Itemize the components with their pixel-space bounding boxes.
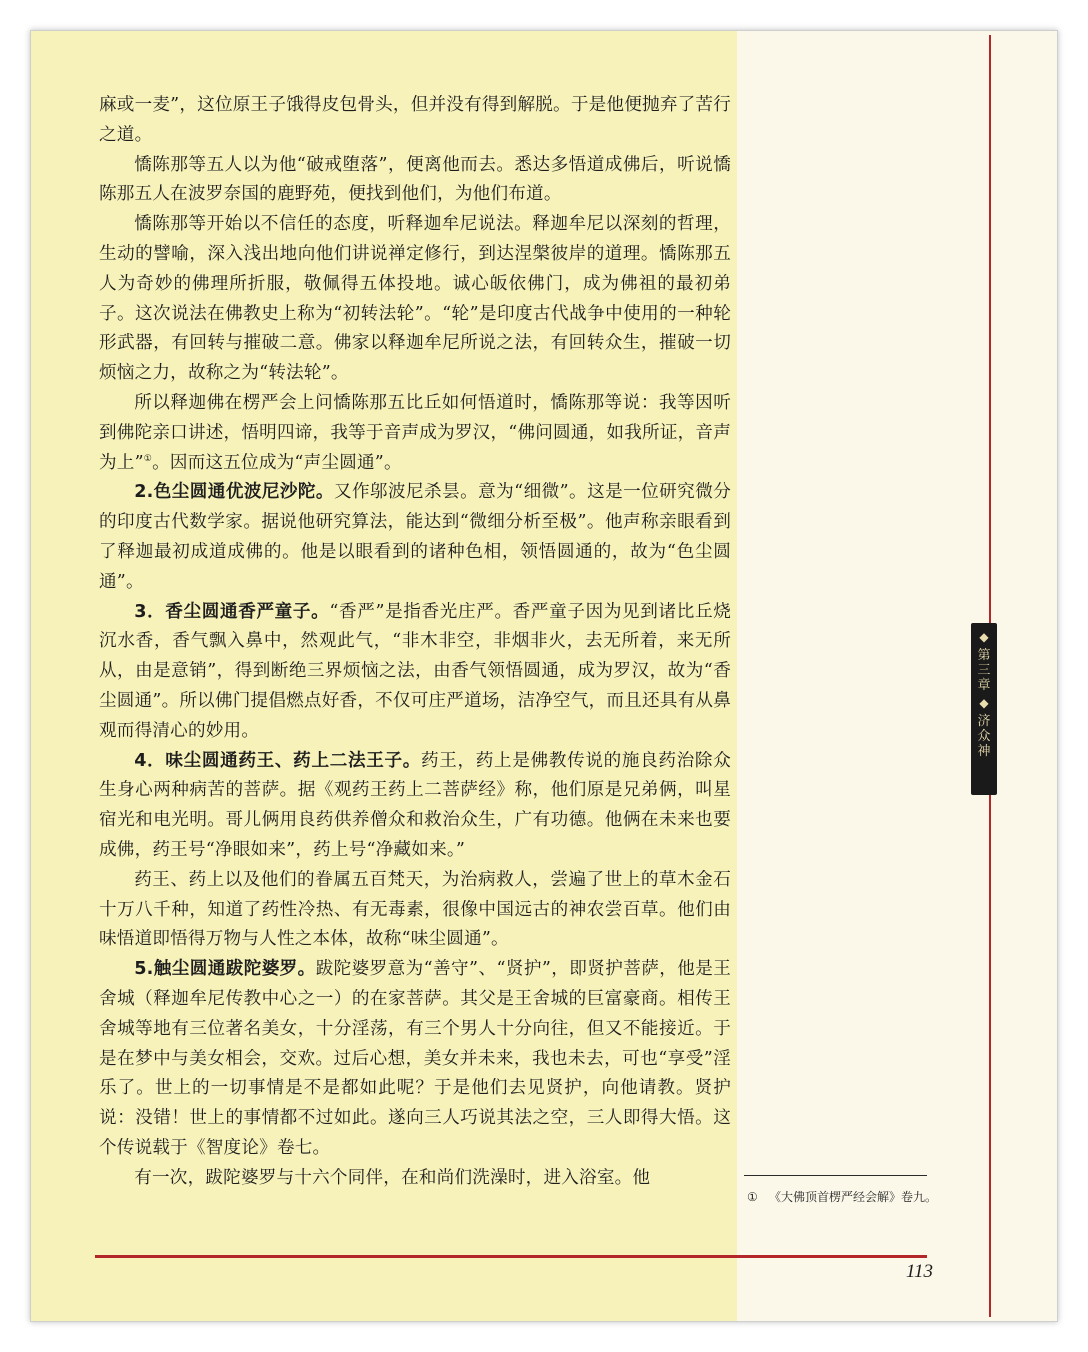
paragraph: 麻或一麦”，这位原王子饿得皮包骨头，但并没有得到解脱。于是他便抛弃了苦行之道。 <box>99 95 731 145</box>
book-page <box>30 30 1058 1322</box>
bottom-rule <box>95 1255 927 1258</box>
chapter-title: 济 众 神 <box>977 714 991 759</box>
chapter-side-tab <box>971 623 997 795</box>
section-heading: 2.色尘圆通优波尼沙陀。 <box>134 482 334 503</box>
footnote-mark: ① <box>747 1190 758 1204</box>
section-heading: 3．香尘圆通香严童子。 <box>134 601 330 622</box>
footnote-rule <box>744 1175 927 1176</box>
paragraph: 所以释迦佛在楞严会上问憍陈那五比丘如何悟道时，憍陈那等说：我等因听到佛陀亲口讲述，悟明四谛，我等于音声成为罗汉，“佛问圆通，如我所证，音声为上”①。因而这五位成为“声尘圆通”。 <box>99 392 731 473</box>
paragraph: 2.色尘圆通优波尼沙陀。又作邬波尼杀昙。意为“细微”。这是一位研究微分的印度古代数学家。据说他研究算法，能达到“微细分析至极”。他声称亲眼看到了释迦最初成道成佛的。他是以眼看到的诸种色相，领悟圆通的，故为“色尘圆通”。 <box>99 482 732 592</box>
chapter-label: 第 三 章 <box>977 648 991 693</box>
paragraph: 药王、药上以及他们的眷属五百梵天，为治病救人，尝遍了世上的草木金石十万八千种，知道了药性冷热、有无毒素，很像中国远古的神农尝百草。他们由味悟道即悟得万物与人性之本体，故称“味尘圆通”。 <box>99 869 731 950</box>
section-heading: 4．味尘圆通药王、药上二法王子。 <box>134 750 422 771</box>
footnote-text: 《大佛顶首楞严经会解》卷九。 <box>769 1190 938 1204</box>
footnote <box>747 1187 947 1207</box>
page-number: 113 <box>905 1261 933 1282</box>
paragraph: 4．味尘圆通药王、药上二法王子。药王，药上是佛教传说的施良药治除众生身心两种病苦的菩萨。据《观药王药上二菩萨经》称，他们原是兄弟俩，叫星宿光和电光明。哥儿俩用良药供养僧众和救治众生，广有功德。他俩在未来也要成佛，药王号“净眼如来”，药上号“净藏如来。” <box>99 750 731 860</box>
diamond-icon: ◆ <box>979 630 989 644</box>
section-heading: 5.触尘圆通跋陀婆罗。 <box>134 959 316 980</box>
paragraph: 5.触尘圆通跋陀婆罗。跋陀婆罗意为“善守”、“贤护”，即贤护菩萨，他是王舍城（释迦牟尼传教中心之一）的在家菩萨。其父是王舍城的巨富豪商。相传王舍城等地有三位著名美女，十分淫荡，有三个男人十分向往，但又不能接近。于是在梦中与美女相会，交欢。过后心想，美女并未来，我也未去，可也“享受”淫乐了。世上的一切事情是不是都如此呢？于是他们去见贤护，向他请教。贤护说：没错！世上的事情都不过如此。遂向三人巧说其法之空，三人即得大悟。这个传说载于《智度论》卷七。 <box>99 959 731 1158</box>
diamond-icon: ◆ <box>979 696 989 710</box>
paragraph: 憍陈那等开始以不信任的态度，听释迦牟尼说法。释迦牟尼以深刻的哲理，生动的譬喻，深入浅出地向他们讲说禅定修行，到达涅槃彼岸的道理。憍陈那五人为奇妙的佛理所折服，敬佩得五体投地。诚心皈依佛门，成为佛祖的最初弟子。这次说法在佛教史上称为“初转法轮”。“轮”是印度古代战争中使用的一种轮形武器，有回转与摧破二意。佛家以释迦牟尼所说之法，有回转众生，摧破一切烦恼之力，故称之为“转法轮”。 <box>99 214 731 384</box>
body-text <box>99 91 731 1193</box>
paragraph: 有一次，跋陀婆罗与十六个同伴，在和尚们洗澡时，进入浴室。他 <box>134 1167 651 1188</box>
paragraph: 憍陈那等五人以为他“破戒堕落”，便离他而去。悉达多悟道成佛后，听说憍陈那五人在波罗奈国的鹿野苑，便找到他们，为他们布道。 <box>99 154 731 205</box>
footnote-ref: ① <box>143 453 153 464</box>
paragraph: 3．香尘圆通香严童子。“香严”是指香光庄严。香严童子因为见到诸比丘烧沉水香，香气飘入鼻中，然观此气，“非木非空，非烟非火，去无所着，来无所从，由是意销”，得到断绝三界烦恼之法，由香气领悟圆通，成为罗汉，故为“香尘圆通”。所以佛门提倡燃点好香，不仅可庄严道场，洁净空气，而且还具有从鼻观而得清心的妙用。 <box>99 601 731 741</box>
